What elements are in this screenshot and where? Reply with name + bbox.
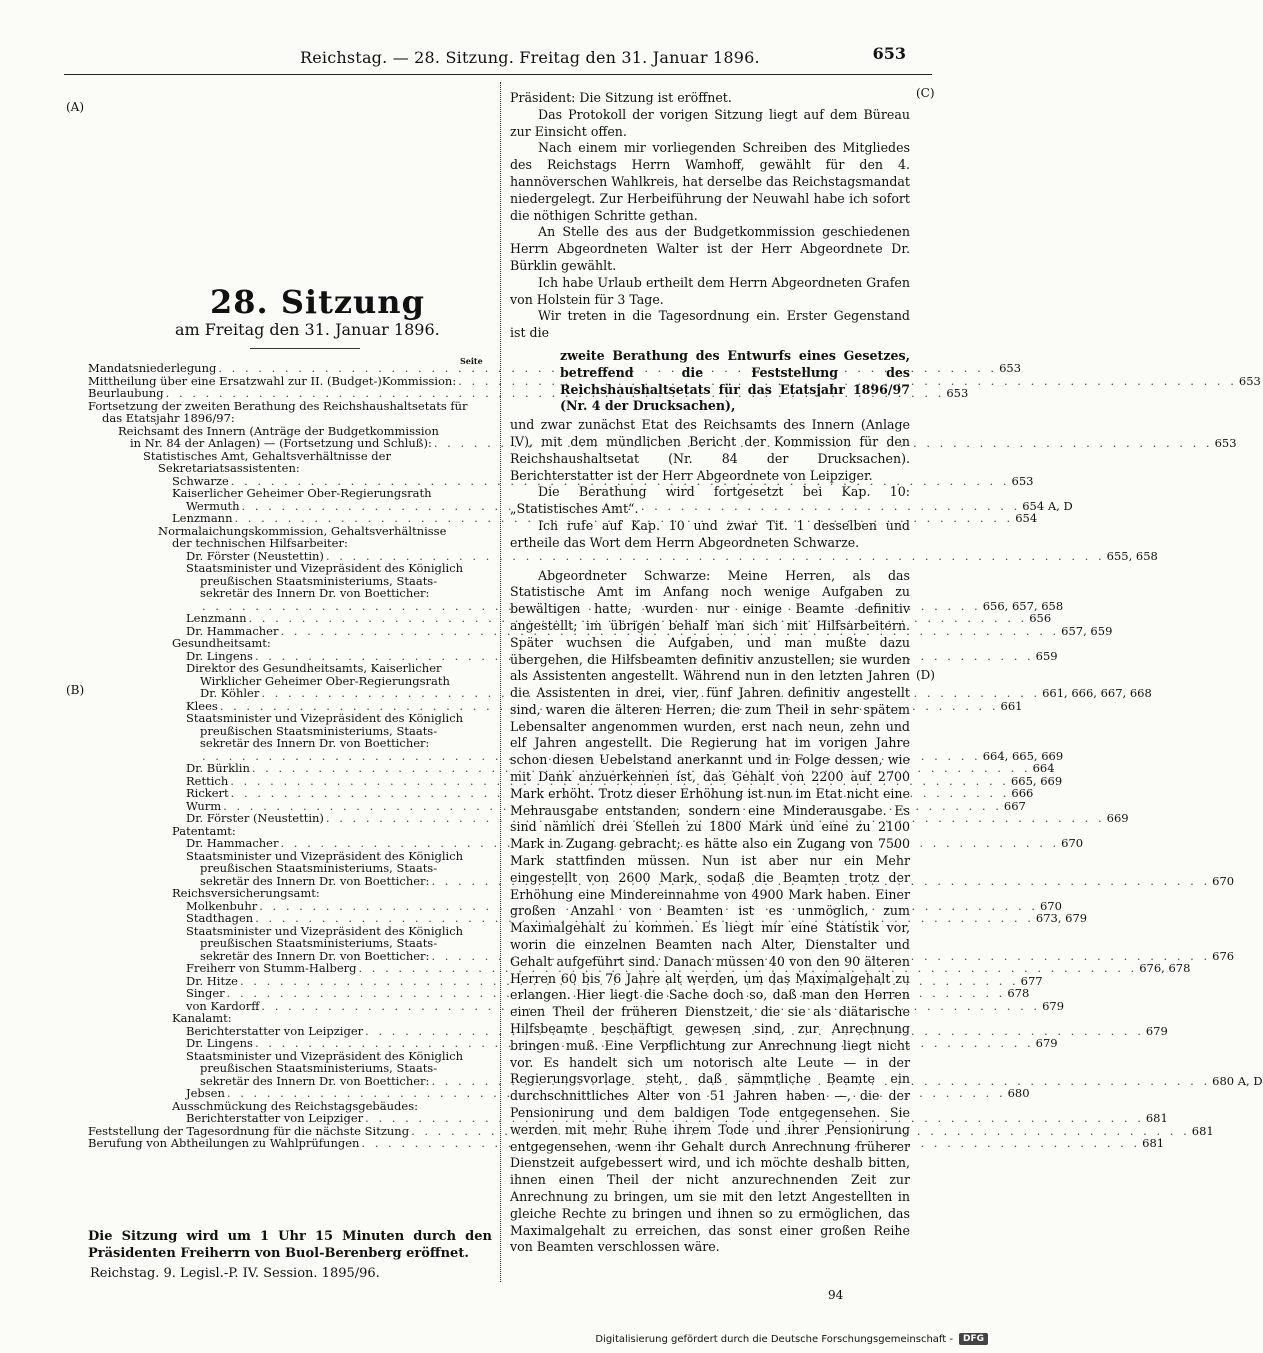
toc-entry-label: Dr. Köhler [200,686,260,700]
toc-entry-label: Staatsminister und Vizepräsident des Königlich [186,1048,464,1063]
toc-entry-page: 673, 679 [1035,911,1088,925]
toc-entry-label: preußischen Staatsministeriums, Staats- [200,936,438,950]
toc-entry-label: preußischen Staatsministeriums, Staats- [200,861,438,875]
toc-entry [88,562,492,575]
margin-marker-d: (D) [916,668,935,682]
toc-entry-label: Feststellung der Tagesordnung für die nächste Sitzung [88,1123,410,1138]
toc-entry-label: Patentamt: [172,823,236,838]
toc-entry-page: 676 [1212,948,1235,963]
toc-entry [88,412,492,425]
toc-entry-label: sekretär des Innern Dr. von Boetticher: [200,948,430,963]
paragraph: Nach einem mir vorliegenden Schreiben des Mitgliedes des Reichstags Herrn Wamhoff, gewählt für den 4. hannöverschen Wahlkreis, hat derselbe das Reichstagsmandat niedergelegt. Zur Herbeiführung der Neuwahl habe ich sofort die nöthigen Schritte gethan. [510,140,910,223]
toc-entry-label: Singer [186,986,225,1000]
proceedings-text [510,90,910,1256]
page-number: 653 [872,44,906,63]
toc-entry-label: Statistisches Amt, Gehaltsverhältnisse der [143,448,391,463]
toc-entry-label: Staatsminister und Vizepräsident des Königlich [186,848,464,863]
toc-entry-page: 680 A, D [1212,1073,1263,1088]
toc-entry-label: Wirklicher Geheimer Ober-Regierungsrath [200,673,450,688]
toc-entry-label: Schwarze [172,473,229,488]
margin-marker-a: (A) [66,100,85,114]
toc-entry-label: Wermuth [186,498,240,513]
toc-entry-page: 681 [1145,1111,1168,1125]
toc-entry-label: Kaiserlicher Geheimer Ober-Regierungsrath [172,486,432,500]
toc-entry [88,623,1113,638]
running-header: Reichstag. — 28. Sitzung. Freitag den 31. Januar 1896. [300,48,760,67]
paragraph: Das Protokoll der vorigen Sitzung liegt auf dem Büreau zur Einsicht offen. [510,106,910,139]
toc-entry-label: Reichsversicherungsamt: [172,886,320,900]
toc-entry [88,961,1191,975]
toc-entry [88,737,492,750]
toc-entry-label: der technischen Hilfsarbeiter: [172,536,348,550]
toc-entry-label: preußischen Staatsministeriums, Staats- [200,723,438,738]
paragraph: zweite Berathung des Entwurfs eines Gesetzes, betreffend die Feststellung des Reichshaushaltsetats für das Etatsjahr 1896/97 (Nr. 4 der Drucksachen), [560,347,910,414]
toc-entry-page: 654 [1015,511,1038,525]
toc-entry-label: Dr. Förster (Neustettin) [186,548,324,563]
toc-entry-page: 659 [1035,648,1058,663]
toc-entry [88,1036,1058,1050]
toc-entry-label: sekretär des Innern Dr. von Boetticher: [200,1073,430,1088]
toc-entry-label: Dr. Lingens [186,1036,253,1050]
session-date: am Freitag den 31. Januar 1896. [175,320,440,339]
toc-entry-page: 661, 666, 667, 668 [1042,686,1152,700]
toc-entry-page: 653 [1214,436,1237,450]
paragraph: Präsident: Die Sitzung ist eröffnet. [510,90,732,105]
paragraph: Ich rufe auf Kap. 10 und zwar Tit. 1 desselben und ertheile das Wort dem Herrn Abgeordneten Schwarze. [510,517,910,550]
paragraph: und zwar zunächst Etat des Reichsamts des Innern (Anlage IV), mit dem mündlichen Bericht der Kommission für den Reichshaushaltsetat (Nr. 84 der Drucksachen). Berichterstatter ist der Herr Abgeordnete von Leipziger. [510,417,910,483]
toc-entry-label: Beurlaubung [88,386,164,400]
toc-entry-page: 679 [1145,1023,1168,1038]
toc-entry-page: 656 [1029,611,1052,625]
header-rule [64,74,932,75]
credit-text: Digitalisierung gefördert durch die Deutsche Forschungsgemeinschaft - [595,1333,953,1345]
toc-entry-page: 669 [1106,811,1129,825]
toc-entry [88,986,1030,1000]
toc-entry-label: von Kardorff [186,998,260,1013]
toc-entry [88,937,492,950]
toc-entry-label: Molkenbuhr [186,898,258,913]
toc-entry [88,686,1152,700]
toc-entry-label: Dr. Lingens [186,648,253,663]
toc-entry-label: Lenzmann [172,511,233,525]
toc-entry-label: Klees [186,698,218,713]
toc-entry-label: Dr. Hammacher [186,623,279,638]
toc-entry-label: Rickert [186,786,229,800]
session-footer: Reichstag. 9. Legisl.-P. IV. Session. 1895/96. [90,1266,380,1281]
toc-entry-label: Berufung von Abtheilungen zu Wahlprüfungen [88,1136,360,1150]
toc-entry [88,998,1065,1013]
toc-entry-page: 664, 665, 669 [982,748,1064,763]
toc-entry [88,836,1084,850]
toc-entry [88,1086,1030,1100]
toc-entry-label: Reichsamt des Innern (Anträge der Budgetkommission [118,423,439,438]
digitization-credit [595,1333,988,1345]
toc-entry-page: 670 [1212,873,1235,888]
toc-entry-page: 667 [1003,798,1026,813]
toc-entry [88,1111,1168,1125]
toc-entry-label: Gesundheitsamt: [172,636,271,650]
toc-entry-label: das Etatsjahr 1896/97: [102,411,235,425]
toc-entry-label: Stadthagen [186,911,254,925]
toc-entry-page: 670 [1039,898,1062,913]
toc-entry [88,587,492,600]
toc-entry-page: 681 [1142,1136,1165,1150]
paragraph: Wir treten in die Tagesordnung ein. Erster Gegenstand ist die [510,308,910,341]
toc-entry-page: 678 [1007,986,1030,1000]
toc-entry-page: 655, 658 [1106,548,1158,563]
toc-entry-label: Dr. Bürklin [186,761,250,775]
toc-entry-page: 656, 657, 658 [982,598,1064,613]
toc-entry-label: Kanalamt: [172,1011,232,1025]
toc-entry-label: Dr. Hammacher [186,836,279,850]
toc-entry-label: sekretär des Innern Dr. von Boetticher: [200,873,430,888]
title-rule [250,348,360,349]
toc-entry-label: sekretär des Innern Dr. von Boetticher: [200,586,430,600]
column-divider [500,82,501,1282]
toc-entry-label: Rettich [186,773,229,788]
toc-entry [88,511,1038,525]
toc-entry [88,637,492,650]
toc-entry-label: Staatsminister und Vizepräsident des Königlich [186,711,464,725]
toc-entry [88,462,492,475]
toc-entry-label: sekretär des Innern Dr. von Boetticher: [200,736,430,750]
toc-entry-page: 666 [1011,786,1034,800]
toc-entry [88,811,1129,825]
paragraph-gap [510,552,910,568]
toc-entry-page: 657, 659 [1061,623,1113,638]
paragraph: Abgeordneter Schwarze: Meine Herren, als das Statistische Amt im Anfang noch wenige Aufgaben zu bewältigen hatte, wurden nur einige Beamte definitiv angestellt; im übrigen behalf man sich mit Hilfsarbeitern. Später wuchsen die Aufgaben, und man mußte dazu übergehen, die Hilfsbeamten definitiv anzustellen; sie wurden als Assistenten angestellt. Während nun in den letzten Jahren die Assistenten in drei, vier, fünf Jahren definitiv angestellt sind, waren die älteren Herren, die zum Theil in sehr spätem Lebensalter angenommen wurden, erst nach neun, zehn und elf Jahren angestellt. Die Regierung hat im vorigen Jahre schon diesen Uebelstand anerkannt und in Folge dessen, wie mit Dank anzuerkennen ist, das Gehalt von 2200 auf 2700 Mark erhöht. Trotz dieser Erhöhung ist nun im Etat nicht eine Mehrausgabe entstanden, sondern eine Minderausgabe. Es sind nämlich drei Stellen zu 1800 Mark und eine zu 2100 Mark in Zugang gebracht; es hätte also ein Zugang von 7500 Mark stattfinden müssen. Nun ist aber nur ein Mehr eingestellt von 2600 Mark, sodaß die Beamten trotz der Erhöhung eine Mindereinnahme von 4900 Mark haben. Einer großen Anzahl von Beamten ist es unmöglich, zum Maximalgehalt zu kommen. Es liegt mir eine Statistik vor, worin die einzelnen Beamten nach Alter, Dienstalter und Gehalt aufgeführt sind. Danach müssen 40 von den 90 älteren Herren 60 bis 76 Jahre alt werden, um das Maximalgehalt zu erlangen. Hier liegt die Sache doch so, daß man den Herren einen Theil der früheren Dienstzeit, die sie als diätarische Hilfsbeamte beschäftigt gewesen sind, zur Anrechnung bringen muß. Eine Verpflichtung zur Anrechnung liegt nicht vor. Es handelt sich um notorisch alte Leute — in der Regierungsvorlage steht, daß sämmtliche Beamte ein durchschnittliches Alter von 51 Jahren haben —, die der Pensionirung und dem baldigen Tode entgegensehen. Sie werden mit mehr Ruhe ihrem Tode und ihrer Pensionirung entgegensehen, wenn ihr Gehalt durch Anrechnung früherer Dienstzeit aufgebessert wird, und ich möchte deshalb bitten, ihnen einen Theil der nicht anzurechnenden Zeit zur Anrechnung zu bringen, um sie mit den letzt Angestellten in gleiche Rechte zu bringen und ihnen so zu ermöglichen, das Maximalgehalt zu erreichen, das sonst einer großen Reihe von Beamten verschlossen wäre. [510,567,910,1255]
toc-entry-page: 664 [1032,761,1055,775]
toc-entry [88,436,1237,450]
toc-entry [88,537,492,550]
toc-entry-label: Direktor des Gesundheitsamts, Kaiserlicher [186,661,442,675]
toc-entry-page: 679 [1035,1036,1058,1050]
toc-entry-label: Lenzmann [186,611,247,625]
toc-entry-label: in Nr. 84 der Anlagen) — (Fortsetzung und Schluß): [130,436,432,450]
toc-entry-page: 681 [1191,1123,1214,1138]
paragraph: An Stelle des aus der Budgetkommission geschiedenen Herrn Abgeordneten Walter ist der Herr Abgeordnete Dr. Bürklin gewählt. [510,224,910,273]
toc-entry [88,611,1052,625]
toc-entry-label: Mittheilung über eine Ersatzwahl zur II. (Budget-)Kommission: [88,373,457,388]
toc-entry-label: Ausschmückung des Reichstagsgebäudes: [172,1098,419,1113]
signature-number: 94 [828,1288,844,1302]
toc-entry-page: 653 [1011,473,1034,488]
toc-entry [88,712,492,725]
toc-entry [88,662,492,675]
toc-entry-label: Dr. Hitze [186,973,238,988]
toc-entry-label: Normalaichungskommission, Gehaltsverhältnisse [158,523,447,538]
toc-entry [88,1012,492,1025]
toc-entry-label: Berichterstatter von Leipziger [186,1023,364,1038]
toc-entry-label: Wurm [186,798,222,813]
toc-entry-label: Staatsminister und Vizepräsident des Königlich [186,561,464,575]
toc-entry-page: 665, 669 [1010,773,1063,788]
toc-entry-label: Dr. Förster (Neustettin) [186,811,324,825]
toc-entry-label: Jebsen [186,1086,225,1100]
toc-entry-label: Staatsminister und Vizepräsident des Königlich [186,923,464,938]
toc-entry-page: 654 A, D [1022,498,1073,513]
seite-label: Seite [460,356,483,366]
toc-entry [88,386,969,400]
paragraph: Ich habe Urlaub ertheilt dem Herrn Abgeordneten Grafen von Holstein für 3 Tage. [510,274,910,307]
toc-entry [88,761,1055,775]
paragraph: Die Berathung wird fortgesetzt bei Kap. 10: „Statistisches Amt“. [510,484,910,517]
toc-entry-label: Mandatsniederlegung [88,361,217,375]
toc-entry-page: 676, 678 [1139,961,1191,975]
opening-statement: Die Sitzung wird um 1 Uhr 15 Minuten durch den Präsidenten Freiherrn von Buol-Berenberg eröffnet. [88,1229,492,1261]
toc-entry-page: 661 [1000,698,1023,713]
toc-entry-page: 670 [1061,836,1084,850]
toc-entry-label: Freiherr von Stumm-Halberg [186,961,357,975]
margin-marker-c: (C) [916,86,935,100]
toc-entry [88,862,492,875]
toc-entry [88,487,492,500]
toc-entry-label: Berichterstatter von Leipziger [186,1111,364,1125]
toc-entry [88,911,1088,925]
toc-entry-label: preußischen Staatsministeriums, Staats- [200,1061,438,1075]
toc-entry-label: preußischen Staatsministeriums, Staats- [200,573,438,588]
toc-entry [88,786,1034,800]
dfg-logo: DFG [959,1333,988,1345]
margin-marker-b: (B) [66,683,85,697]
toc-entry [88,1136,1165,1150]
session-title: 28. Sitzung [210,283,425,321]
toc-entry-page: 653 [1238,373,1261,388]
toc-entry-page: 653 [999,361,1022,375]
toc-entry-page: 680 [1007,1086,1030,1100]
toc-entry [88,887,492,900]
toc-entry-page: 653 [946,386,969,400]
toc-entry [88,1062,492,1075]
toc-entry-label: Fortsetzung der zweiten Berathung des Reichshaushaltsetats für [88,398,468,413]
toc-entry-page: 677 [1020,973,1043,988]
toc-entry-page: 679 [1042,998,1065,1013]
toc-entry-label: Sekretariatsassistenten: [158,461,300,475]
